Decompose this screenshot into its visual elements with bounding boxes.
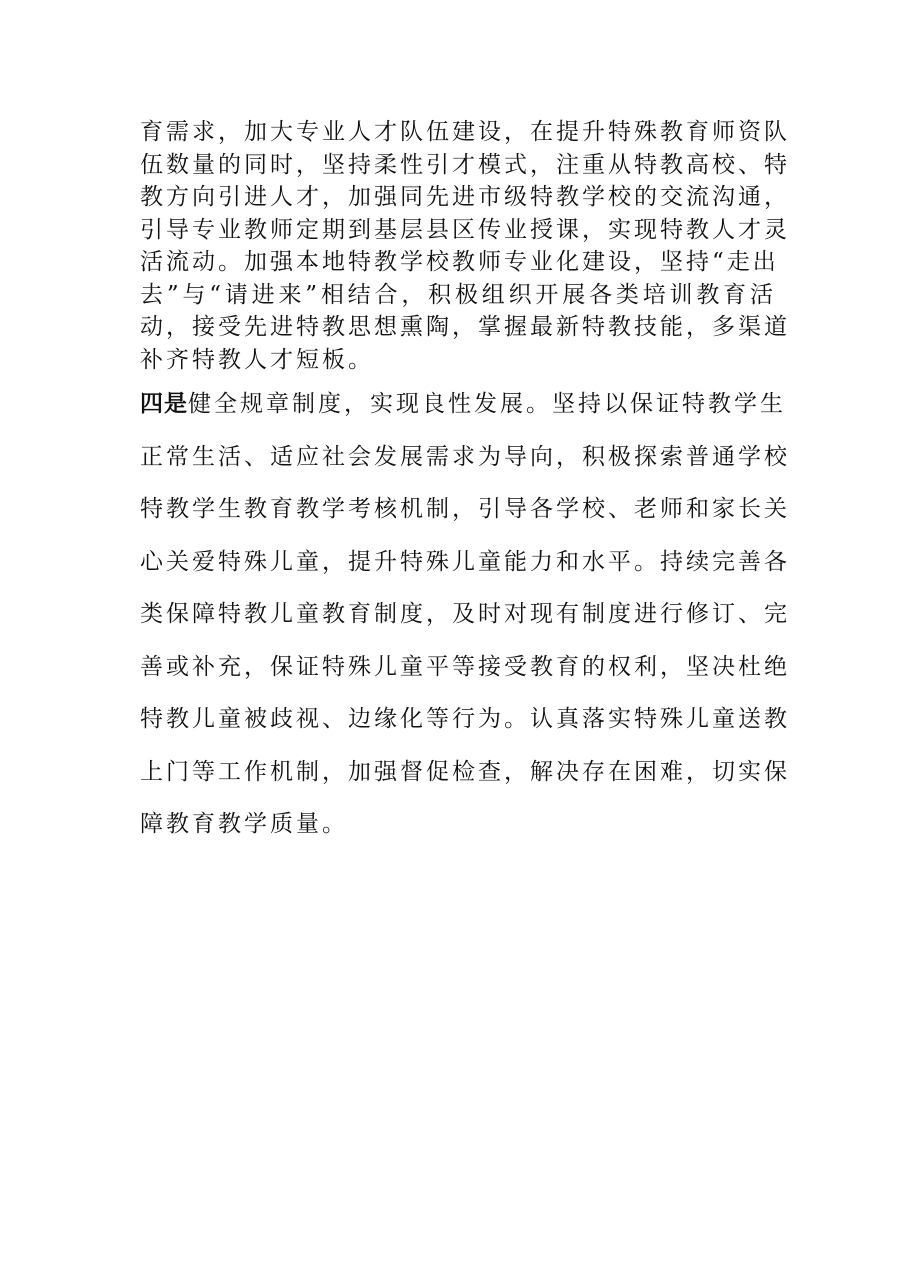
paragraph-line: 特教儿童被歧视、边缘化等行为。认真落实特殊儿童送教 [140, 706, 790, 732]
paragraph-rules-system [140, 378, 790, 851]
paragraph-talent-team [140, 116, 790, 376]
paragraph-line: 活流动。加强本地特教学校教师专业化建设，坚持“走出 [140, 249, 779, 275]
paragraph-line: 教方向引进人才，加强同先进市级特教学校的交流沟通， [140, 184, 790, 210]
section-lead-label: 四是 [140, 390, 188, 417]
paragraph-line: 去”与“请进来”相结合，积极组织开展各类培训教育活 [140, 281, 776, 308]
paragraph-line: 正常生活、适应社会发展需求为导向，积极探索普通学校 [140, 443, 790, 470]
paragraph-line: 育需求，加大专业人才队伍建设，在提升特殊教育师资队 [140, 119, 790, 145]
paragraph-line: 特教学生教育教学考核机制，引导各学校、老师和家长关 [140, 496, 790, 522]
paragraph-line: 上门等工作机制，加强督促检查，解决存在困难，切实保 [140, 758, 790, 785]
paragraph-line: 障教育教学质量。 [140, 811, 348, 837]
paragraph-first-line-text: 健全规章制度，实现良性发展。坚持以保证特教学生 [188, 391, 786, 417]
paragraph-line: 补齐特教人才短板。 [140, 346, 374, 373]
paragraph-line: 心关爱特殊儿童，提升特殊儿童能力和水平。持续完善各 [140, 548, 790, 575]
paragraph-line: 伍数量的同时，坚持柔性引才模式，注重从特教高校、特 [140, 151, 790, 178]
paragraph-line: 引导专业教师定期到基层县区传业授课，实现特教人才灵 [140, 216, 790, 243]
paragraph-line: 动，接受先进特教思想熏陶，掌握最新特教技能，多渠道 [140, 314, 790, 340]
paragraph-line: 善或补充，保证特殊儿童平等接受教育的权利，坚决杜绝 [140, 653, 790, 680]
paragraph-line: 类保障特教儿童教育制度，及时对现有制度进行修订、完 [140, 601, 790, 627]
paragraph-first-line [140, 378, 786, 431]
